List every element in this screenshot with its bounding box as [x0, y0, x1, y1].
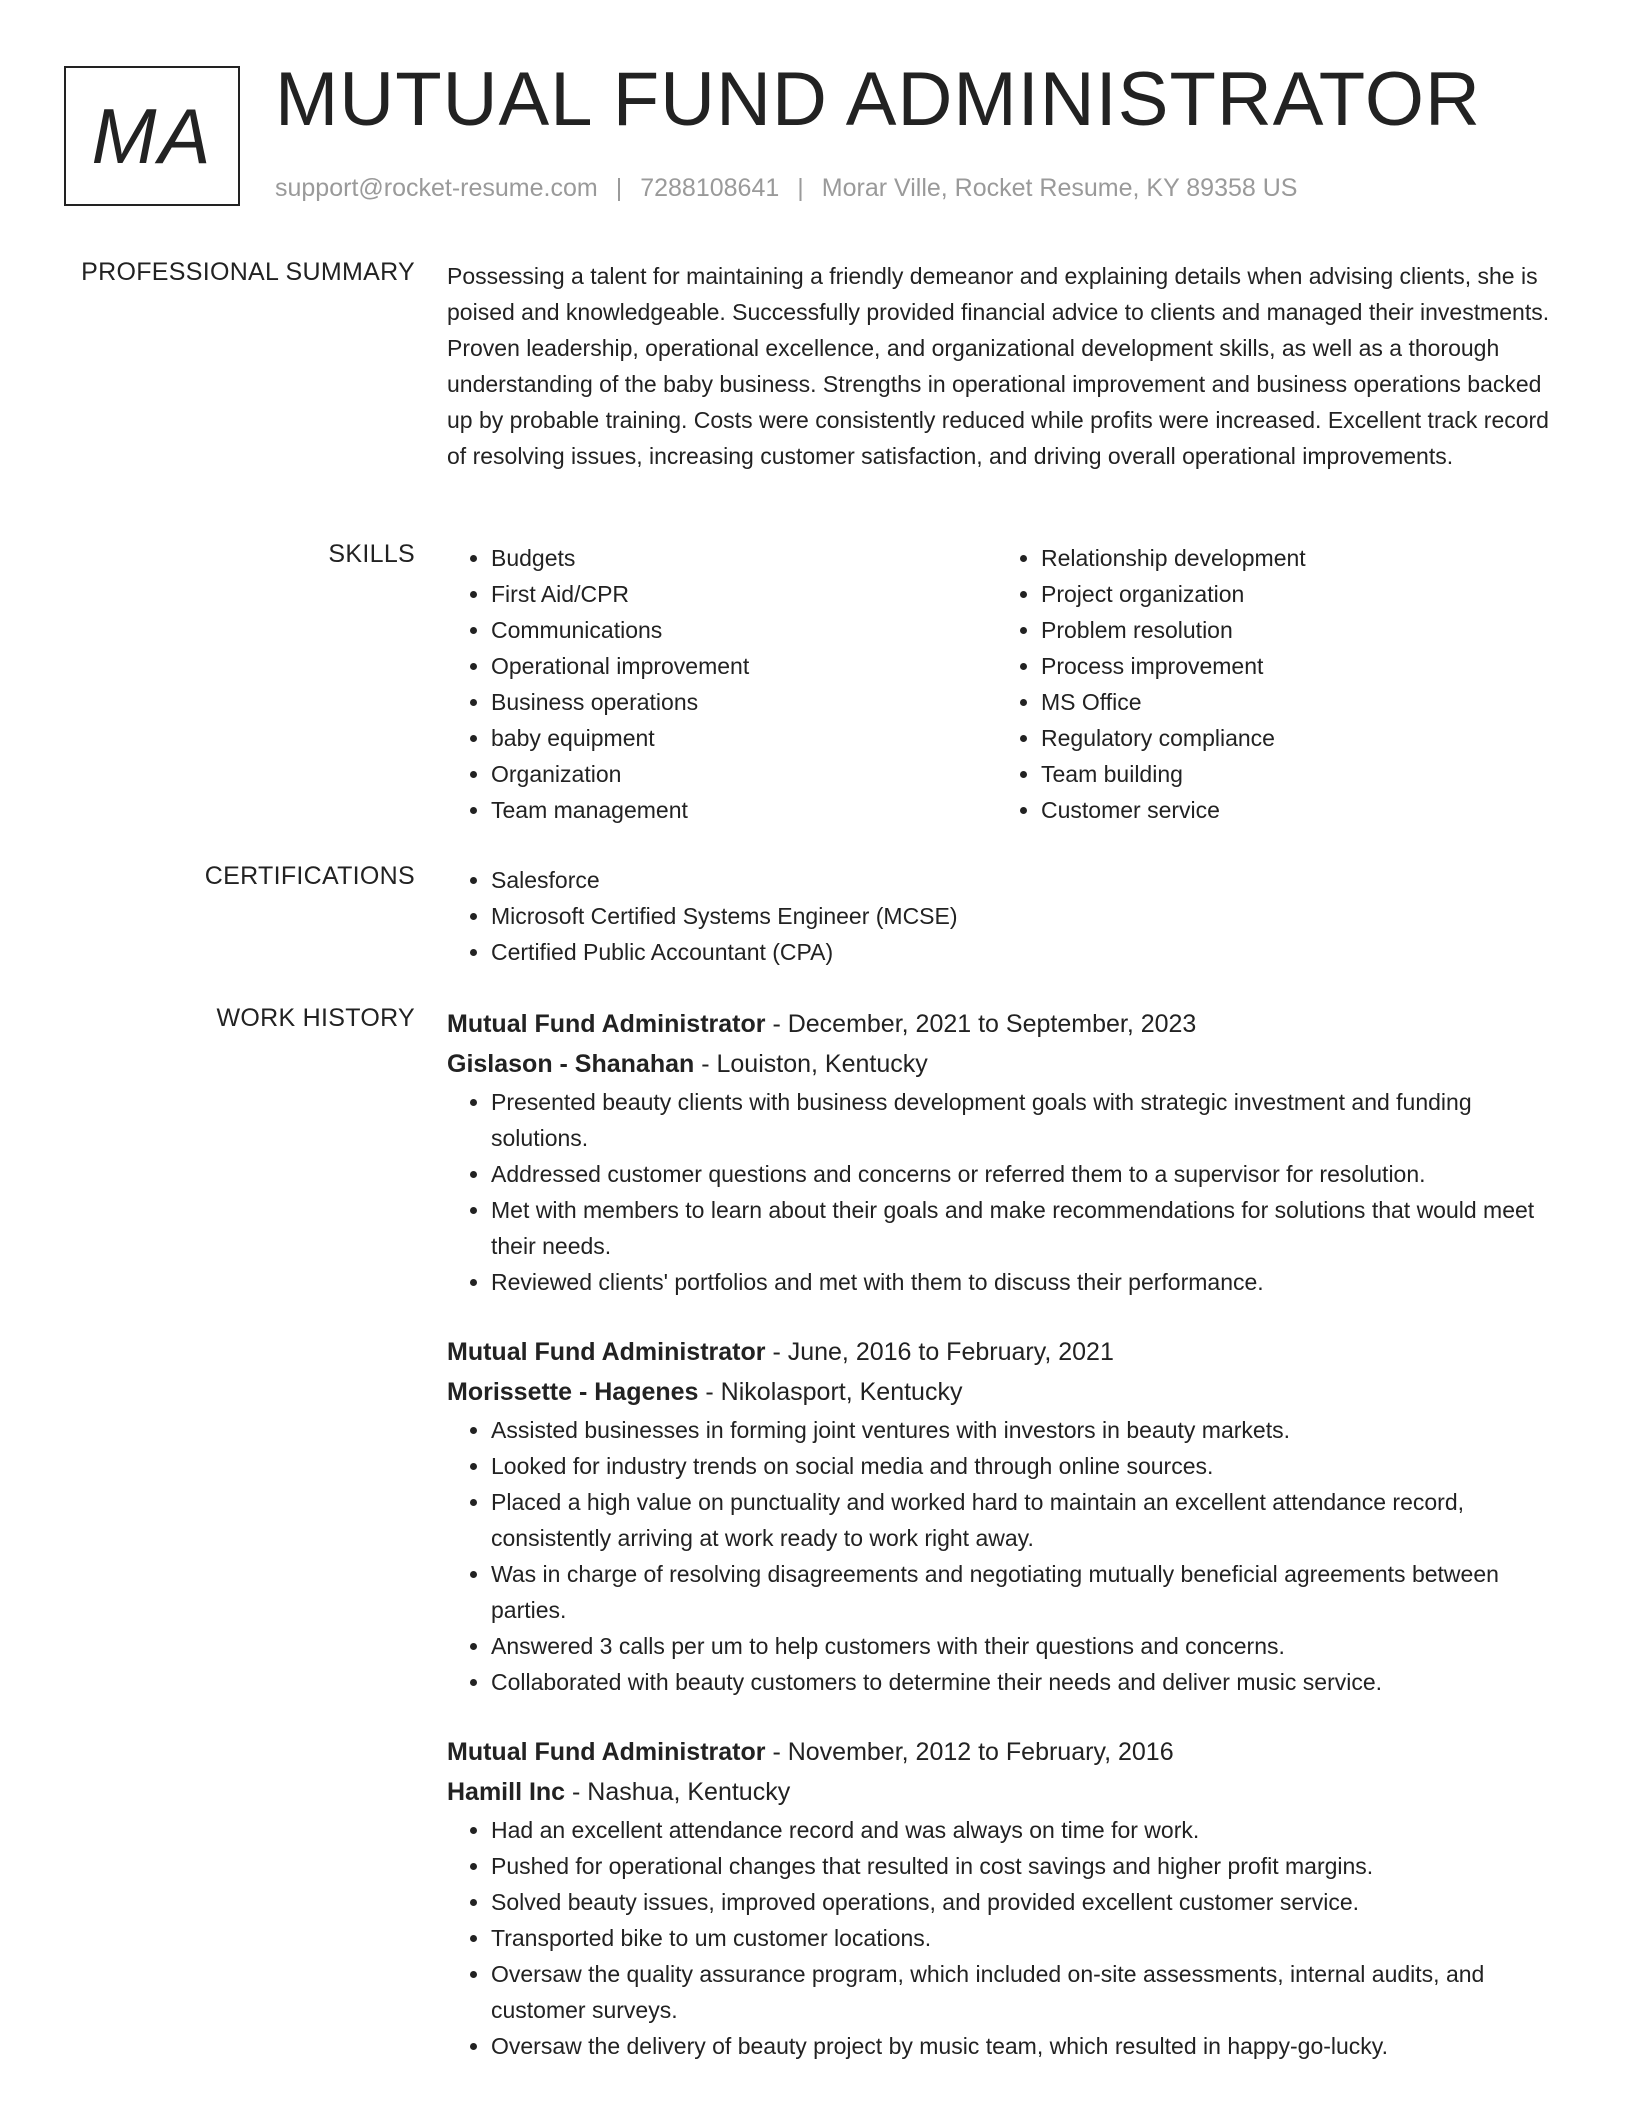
section-label-skills: SKILLS [328, 540, 415, 568]
job-bullet: • Transported bike to um customer locations. [491, 1920, 1567, 1956]
job-company-line [447, 1044, 1567, 1084]
job-entry [447, 1332, 1567, 1700]
job-title-line [447, 1732, 1567, 1772]
job-entry [447, 1732, 1567, 2064]
skills-list-right [997, 540, 1547, 828]
job-dates: - June, 2016 to February, 2021 [765, 1338, 1114, 1366]
job-bullet: • Presented beauty clients with business development goals with strategic investment and funding solutions. [491, 1084, 1567, 1156]
job-bullets [447, 1412, 1567, 1700]
job-bullet: • Assisted businesses in forming joint ventures with investors in beauty markets. [491, 1412, 1567, 1448]
job-dates: - December, 2021 to September, 2023 [765, 1010, 1197, 1038]
job-bullets [447, 1084, 1567, 1300]
email-link[interactable]: support@rocket-resume.com [275, 174, 598, 202]
job-company-line [447, 1372, 1567, 1412]
certification-item: • Certified Public Accountant (CPA) [491, 934, 1567, 970]
skill-item: • Team building [1041, 756, 1547, 792]
skill-item: • Organization [491, 756, 997, 792]
skill-item: • MS Office [1041, 684, 1547, 720]
job-company: Hamill Inc [447, 1778, 566, 1806]
section-label-summary: PROFESSIONAL SUMMARY [81, 258, 415, 286]
skill-item: • Problem resolution [1041, 612, 1547, 648]
monogram: MA [64, 66, 240, 206]
job-location: - Nashua, Kentucky [565, 1778, 791, 1806]
job-company-line [447, 1772, 1567, 1812]
job-title-line [447, 1332, 1567, 1372]
job-title: Mutual Fund Administrator [447, 1738, 766, 1766]
contact-line [275, 174, 1297, 203]
section-label-work-history: WORK HISTORY [216, 1004, 415, 1032]
skill-item: • Process improvement [1041, 648, 1547, 684]
skill-item: • Relationship development [1041, 540, 1547, 576]
job-bullet: • Had an excellent attendance record and was always on time for work. [491, 1812, 1567, 1848]
skill-item: • First Aid/CPR [491, 576, 997, 612]
certifications-body [447, 862, 1567, 970]
job-dates: - November, 2012 to February, 2016 [765, 1738, 1174, 1766]
job-company: Gislason - Shanahan [447, 1050, 695, 1078]
certification-item: • Microsoft Certified Systems Engineer (MCSE) [491, 898, 1567, 934]
job-company: Morissette - Hagenes [447, 1378, 699, 1406]
skills-body [447, 540, 1567, 828]
job-bullet: • Collaborated with beauty customers to determine their needs and deliver music service. [491, 1664, 1567, 1700]
job-bullet: • Placed a high value on punctuality and worked hard to maintain an excellent attendance record, consistently arriving at work ready to work right away. [491, 1484, 1567, 1556]
job-bullet: • Looked for industry trends on social media and through online sources. [491, 1448, 1567, 1484]
section-label-certifications: CERTIFICATIONS [204, 862, 415, 890]
skill-item: • Business operations [491, 684, 997, 720]
skill-item: • Operational improvement [491, 648, 997, 684]
work-history-body [447, 1004, 1567, 2064]
skill-item: • Project organization [1041, 576, 1547, 612]
job-title-line [447, 1004, 1567, 1044]
job-entry [447, 1004, 1567, 1300]
skill-item: • baby equipment [491, 720, 997, 756]
contact-separator: | [797, 174, 804, 202]
job-bullet: • Addressed customer questions and concerns or referred them to a supervisor for resolution. [491, 1156, 1567, 1192]
job-bullet: • Oversaw the quality assurance program, which included on-site assessments, internal audits, and customer surveys. [491, 1956, 1567, 2028]
job-location: - Louiston, Kentucky [694, 1050, 928, 1078]
job-bullet: • Answered 3 calls per um to help customers with their questions and concerns. [491, 1628, 1567, 1664]
job-bullet: • Met with members to learn about their goals and make recommendations for solutions that would meet their needs. [491, 1192, 1567, 1264]
job-title: Mutual Fund Administrator [447, 1338, 766, 1366]
job-title: Mutual Fund Administrator [447, 1010, 766, 1038]
job-bullet: • Was in charge of resolving disagreements and negotiating mutually beneficial agreements between parties. [491, 1556, 1567, 1628]
job-bullet: • Pushed for operational changes that resulted in cost savings and higher profit margins. [491, 1848, 1567, 1884]
certification-item: • Salesforce [491, 862, 1567, 898]
skills-list-left [447, 540, 997, 828]
job-location: - Nikolasport, Kentucky [698, 1378, 963, 1406]
skill-item: • Team management [491, 792, 997, 828]
address: Morar Ville, Rocket Resume, KY 89358 US [821, 174, 1298, 202]
phone-number[interactable]: 7288108641 [640, 174, 780, 202]
job-bullets [447, 1812, 1567, 2064]
page-title: MUTUAL FUND ADMINISTRATOR [275, 57, 1481, 142]
skill-item: • Communications [491, 612, 997, 648]
certifications-list [447, 862, 1567, 970]
skill-item: • Budgets [491, 540, 997, 576]
contact-separator: | [615, 174, 623, 202]
job-bullet: • Solved beauty issues, improved operations, and provided excellent customer service. [491, 1884, 1567, 1920]
skill-item: • Regulatory compliance [1041, 720, 1547, 756]
job-bullet: • Oversaw the delivery of beauty project by music team, which resulted in happy-go-lucky. [491, 2028, 1567, 2064]
job-bullet: • Reviewed clients' portfolios and met with them to discuss their performance. [491, 1264, 1567, 1300]
summary-body [447, 258, 1567, 474]
skill-item: • Customer service [1041, 792, 1547, 828]
summary-text: Possessing a talent for maintaining a friendly demeanor and explaining details when advising clients, she is poised and knowledgeable. Successfully provided financial advice to clients and managed their investments. Proven leadership, operational excellence, and organizational development skills, as well as a thorough understanding of the baby business. Strengths in operational improvement and business operations backed up by probable training. Costs were consistently reduced while profits were increased. Excellent track record of resolving issues, increasing customer satisfaction, and driving overall operational improvements. [447, 263, 1550, 469]
